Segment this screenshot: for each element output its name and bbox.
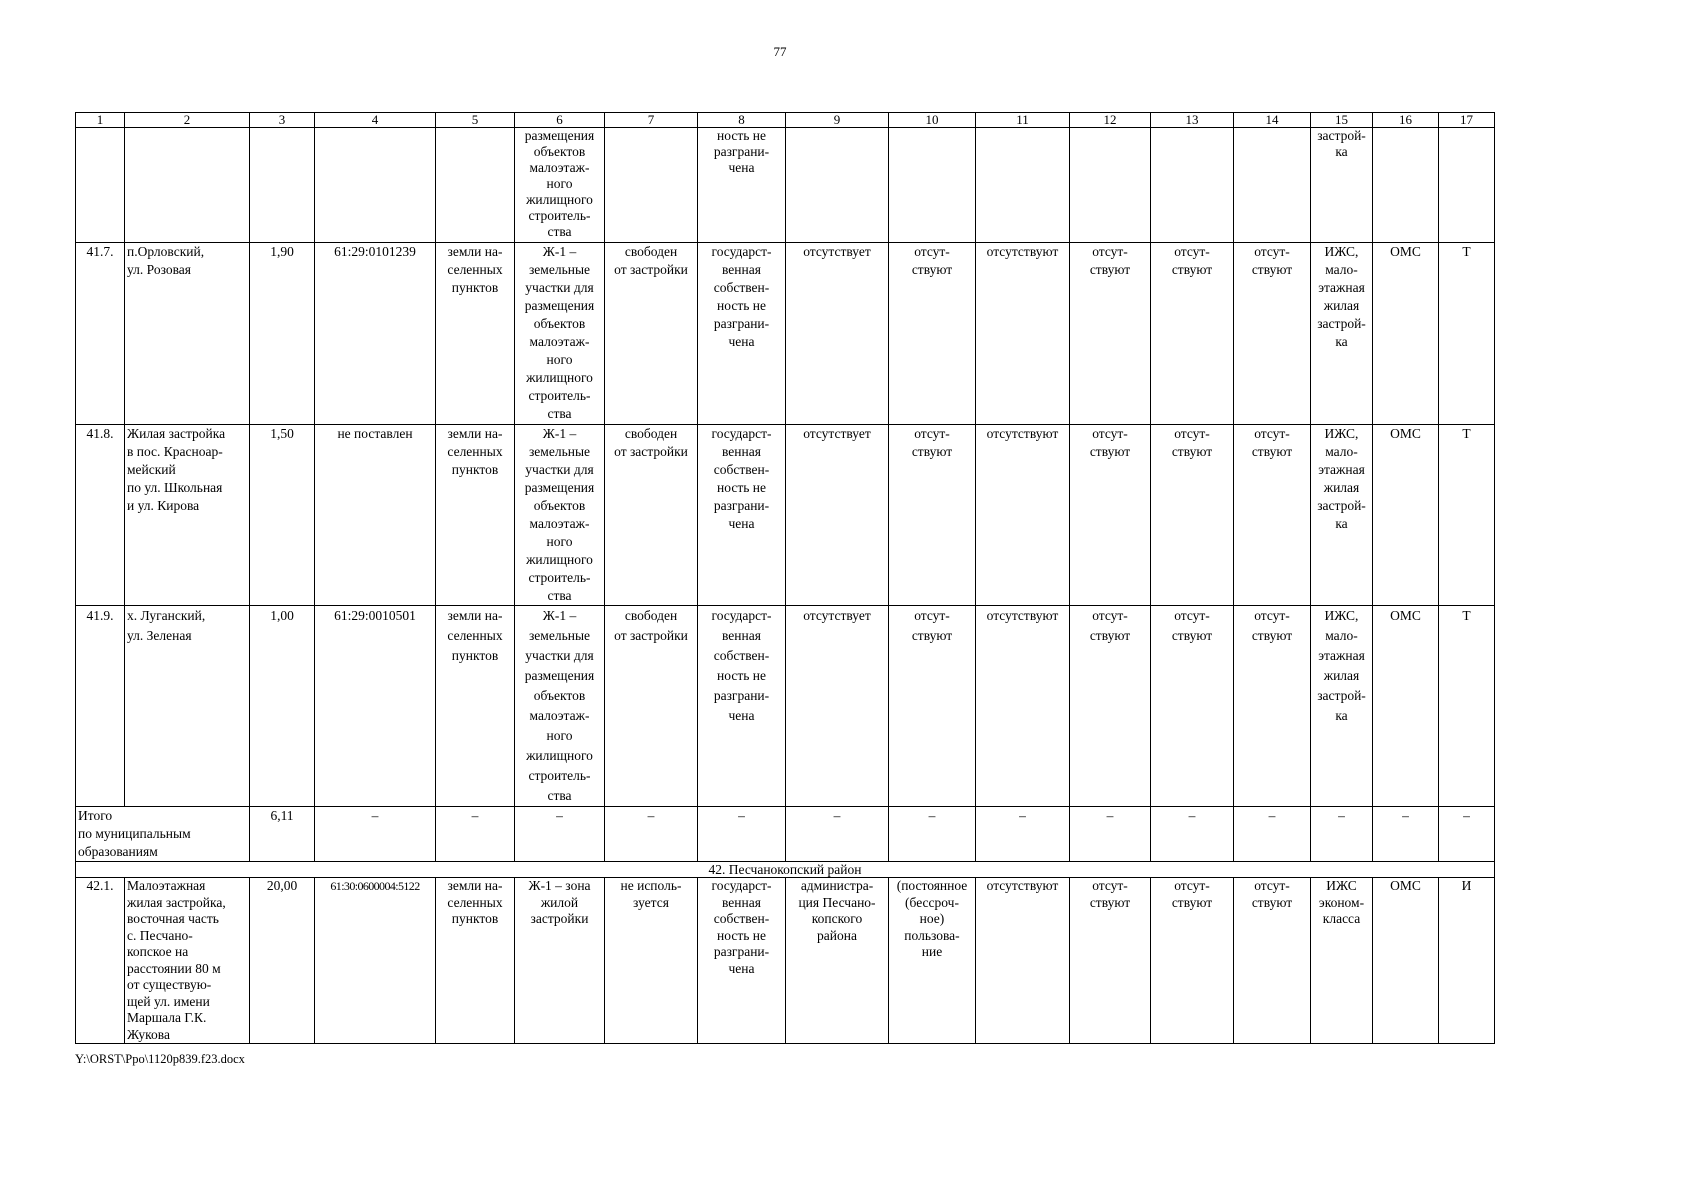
ownership-cell: ность не разграни- чена (698, 128, 786, 243)
table-cell (1234, 128, 1311, 243)
header-cell: 13 (1151, 113, 1234, 128)
purpose-cell: ИЖС, мало- этажная жилая застрой- ка (1311, 606, 1373, 807)
table-cell (1070, 128, 1151, 243)
status-cell: свободен от застройки (605, 243, 698, 425)
ownership-cell: государст- венная собствен- ность не разграни- чена (698, 425, 786, 606)
header-cell: 16 (1373, 113, 1439, 128)
header-cell: 12 (1070, 113, 1151, 128)
header-cell: 7 (605, 113, 698, 128)
location-cell: х. Луганский, ул. Зеленая (125, 606, 250, 807)
purpose-cell: застрой- ка (1311, 128, 1373, 243)
dash-cell: – (315, 807, 436, 862)
authority-cell: ОМС (1373, 878, 1439, 1044)
dash-cell: – (1151, 807, 1234, 862)
dash-cell: – (1234, 807, 1311, 862)
dash-cell: – (605, 807, 698, 862)
table-cell (250, 128, 315, 243)
total-row (76, 807, 1495, 862)
dash-cell: – (698, 807, 786, 862)
area-cell: 1,90 (250, 243, 315, 425)
row-number-cell: 41.8. (76, 425, 125, 606)
total-label: Итого по муниципальным образованиям (76, 807, 250, 862)
type-cell: И (1439, 878, 1495, 1044)
table-cell: отсут- ствуют (1070, 243, 1151, 425)
page-number: 77 (773, 44, 787, 59)
status-cell: свободен от застройки (605, 606, 698, 807)
permitted-use-cell: Ж-1 – земельные участки для размещения объектов малоэтаж- ного жилищного строитель- ства (515, 243, 605, 425)
table-cell: отсут- ствуют (1151, 878, 1234, 1044)
status-cell: свободен от застройки (605, 425, 698, 606)
table-row-41-7 (76, 243, 1495, 425)
permitted-use-cell: размещения объектов малоэтаж- ного жилищного строитель- ства (515, 128, 605, 243)
authority-cell: ОМС (1373, 606, 1439, 807)
ownership-cell: государст- венная собствен- ность не разграни- чена (698, 878, 786, 1044)
type-cell: Т (1439, 425, 1495, 606)
cadastral-number-cell: 61:29:0101239 (315, 243, 436, 425)
header-cell: 17 (1439, 113, 1495, 128)
header-cell: 9 (786, 113, 889, 128)
area-cell: 1,00 (250, 606, 315, 807)
table-cell: отсут- ствуют (1070, 878, 1151, 1044)
header-cell: 5 (436, 113, 515, 128)
encumbrance-cell: отсутствуют (976, 606, 1070, 807)
permitted-use-cell: Ж-1 – земельные участки для размещения объектов малоэтаж- ного жилищного строитель- ства (515, 425, 605, 606)
cadastral-number-cell: не поставлен (315, 425, 436, 606)
table-cell (1151, 128, 1234, 243)
header-cell: 14 (1234, 113, 1311, 128)
permitted-use-cell: Ж-1 – земельные участки для размещения объектов малоэтаж- ного жилищного строитель- ства (515, 606, 605, 807)
table-cell (786, 128, 889, 243)
row-number-cell: 41.7. (76, 243, 125, 425)
status-cell: не исполь- зуется (605, 878, 698, 1044)
dash-cell: – (976, 807, 1070, 862)
land-category-cell: земли на- селенных пунктов (436, 878, 515, 1044)
location-cell: Жилая застройка в пос. Красноар- мейский по ул. Школьная и ул. Кирова (125, 425, 250, 606)
total-area: 6,11 (250, 807, 315, 862)
header-cell: 1 (76, 113, 125, 128)
table-cell: отсут- ствуют (1234, 878, 1311, 1044)
encumbrance-cell: отсутствуют (976, 878, 1070, 1044)
table-cell: отсут- ствуют (1151, 425, 1234, 606)
header-cell: 2 (125, 113, 250, 128)
table-cell (1373, 128, 1439, 243)
authority-cell: ОМС (1373, 243, 1439, 425)
dash-cell: – (786, 807, 889, 862)
header-cell: 6 (515, 113, 605, 128)
dash-cell: – (1373, 807, 1439, 862)
right-type-cell: отсут- ствуют (889, 606, 976, 807)
dash-cell: – (1439, 807, 1495, 862)
table-cell: отсут- ствуют (1070, 606, 1151, 807)
table-cell (889, 128, 976, 243)
table-cell: отсут- ствуют (1151, 606, 1234, 807)
section-heading: 42. Песчанокопский район (76, 862, 1495, 878)
table-cell: отсут- ствуют (1234, 606, 1311, 807)
header-cell: 8 (698, 113, 786, 128)
table-cell (315, 128, 436, 243)
land-plots-table (75, 112, 1495, 1044)
row-number-cell: 41.9. (76, 606, 125, 807)
table-row-continuation (76, 128, 1495, 243)
row-number-cell: 42.1. (76, 878, 125, 1044)
holder-cell: отсутствует (786, 606, 889, 807)
dash-cell: – (1311, 807, 1373, 862)
purpose-cell: ИЖС эконом- класса (1311, 878, 1373, 1044)
table-row-41-8 (76, 425, 1495, 606)
location-cell: п.Орловский, ул. Розовая (125, 243, 250, 425)
holder-cell: отсутствует (786, 425, 889, 606)
table-cell (436, 128, 515, 243)
ownership-cell: государст- венная собствен- ность не разграни- чена (698, 243, 786, 425)
header-cell: 4 (315, 113, 436, 128)
ownership-cell: государст- венная собствен- ность не разграни- чена (698, 606, 786, 807)
type-cell: Т (1439, 606, 1495, 807)
location-cell: Малоэтажная жилая застройка, восточная часть с. Песчано- копское на расстоянии 80 м от существую- щей ул. имени Маршала Г.К. Жукова (125, 878, 250, 1044)
table-cell (125, 128, 250, 243)
footer-file-path: Y:\ORST\Ppo\1120p839.f23.docx (75, 1052, 245, 1066)
type-cell: Т (1439, 243, 1495, 425)
holder-cell: отсутствует (786, 243, 889, 425)
land-category-cell: земли на- селенных пунктов (436, 425, 515, 606)
table-cell: отсут- ствуют (1234, 243, 1311, 425)
table-cell: отсут- ствуют (1070, 425, 1151, 606)
dash-cell: – (1070, 807, 1151, 862)
land-category-cell: земли на- селенных пунктов (436, 243, 515, 425)
table-cell: отсут- ствуют (1234, 425, 1311, 606)
cadastral-number-cell: 61:29:0010501 (315, 606, 436, 807)
table-cell: отсут- ствуют (1151, 243, 1234, 425)
right-type-cell: отсут- ствуют (889, 243, 976, 425)
purpose-cell: ИЖС, мало- этажная жилая застрой- ка (1311, 243, 1373, 425)
purpose-cell: ИЖС, мало- этажная жилая застрой- ка (1311, 425, 1373, 606)
table-cell (1439, 128, 1495, 243)
right-type-cell: отсут- ствуют (889, 425, 976, 606)
dash-cell: – (889, 807, 976, 862)
area-cell: 1,50 (250, 425, 315, 606)
header-cell: 15 (1311, 113, 1373, 128)
cadastral-number-cell: 61:30:0600004:5122 (315, 878, 436, 1044)
header-row (76, 113, 1495, 128)
dash-cell: – (436, 807, 515, 862)
holder-cell: администра- ция Песчано- копского района (786, 878, 889, 1044)
permitted-use-cell: Ж-1 – зона жилой застройки (515, 878, 605, 1044)
dash-cell: – (515, 807, 605, 862)
header-cell: 3 (250, 113, 315, 128)
table-cell (76, 128, 125, 243)
area-cell: 20,00 (250, 878, 315, 1044)
section-row (76, 862, 1495, 878)
table-cell (976, 128, 1070, 243)
encumbrance-cell: отсутствуют (976, 243, 1070, 425)
right-type-cell: (постоянное (бессроч- ное) пользова- ние (889, 878, 976, 1044)
land-category-cell: земли на- селенных пунктов (436, 606, 515, 807)
table-row-42-1 (76, 878, 1495, 1044)
header-cell: 10 (889, 113, 976, 128)
authority-cell: ОМС (1373, 425, 1439, 606)
table-row-41-9 (76, 606, 1495, 807)
encumbrance-cell: отсутствуют (976, 425, 1070, 606)
header-cell: 11 (976, 113, 1070, 128)
table-cell (605, 128, 698, 243)
